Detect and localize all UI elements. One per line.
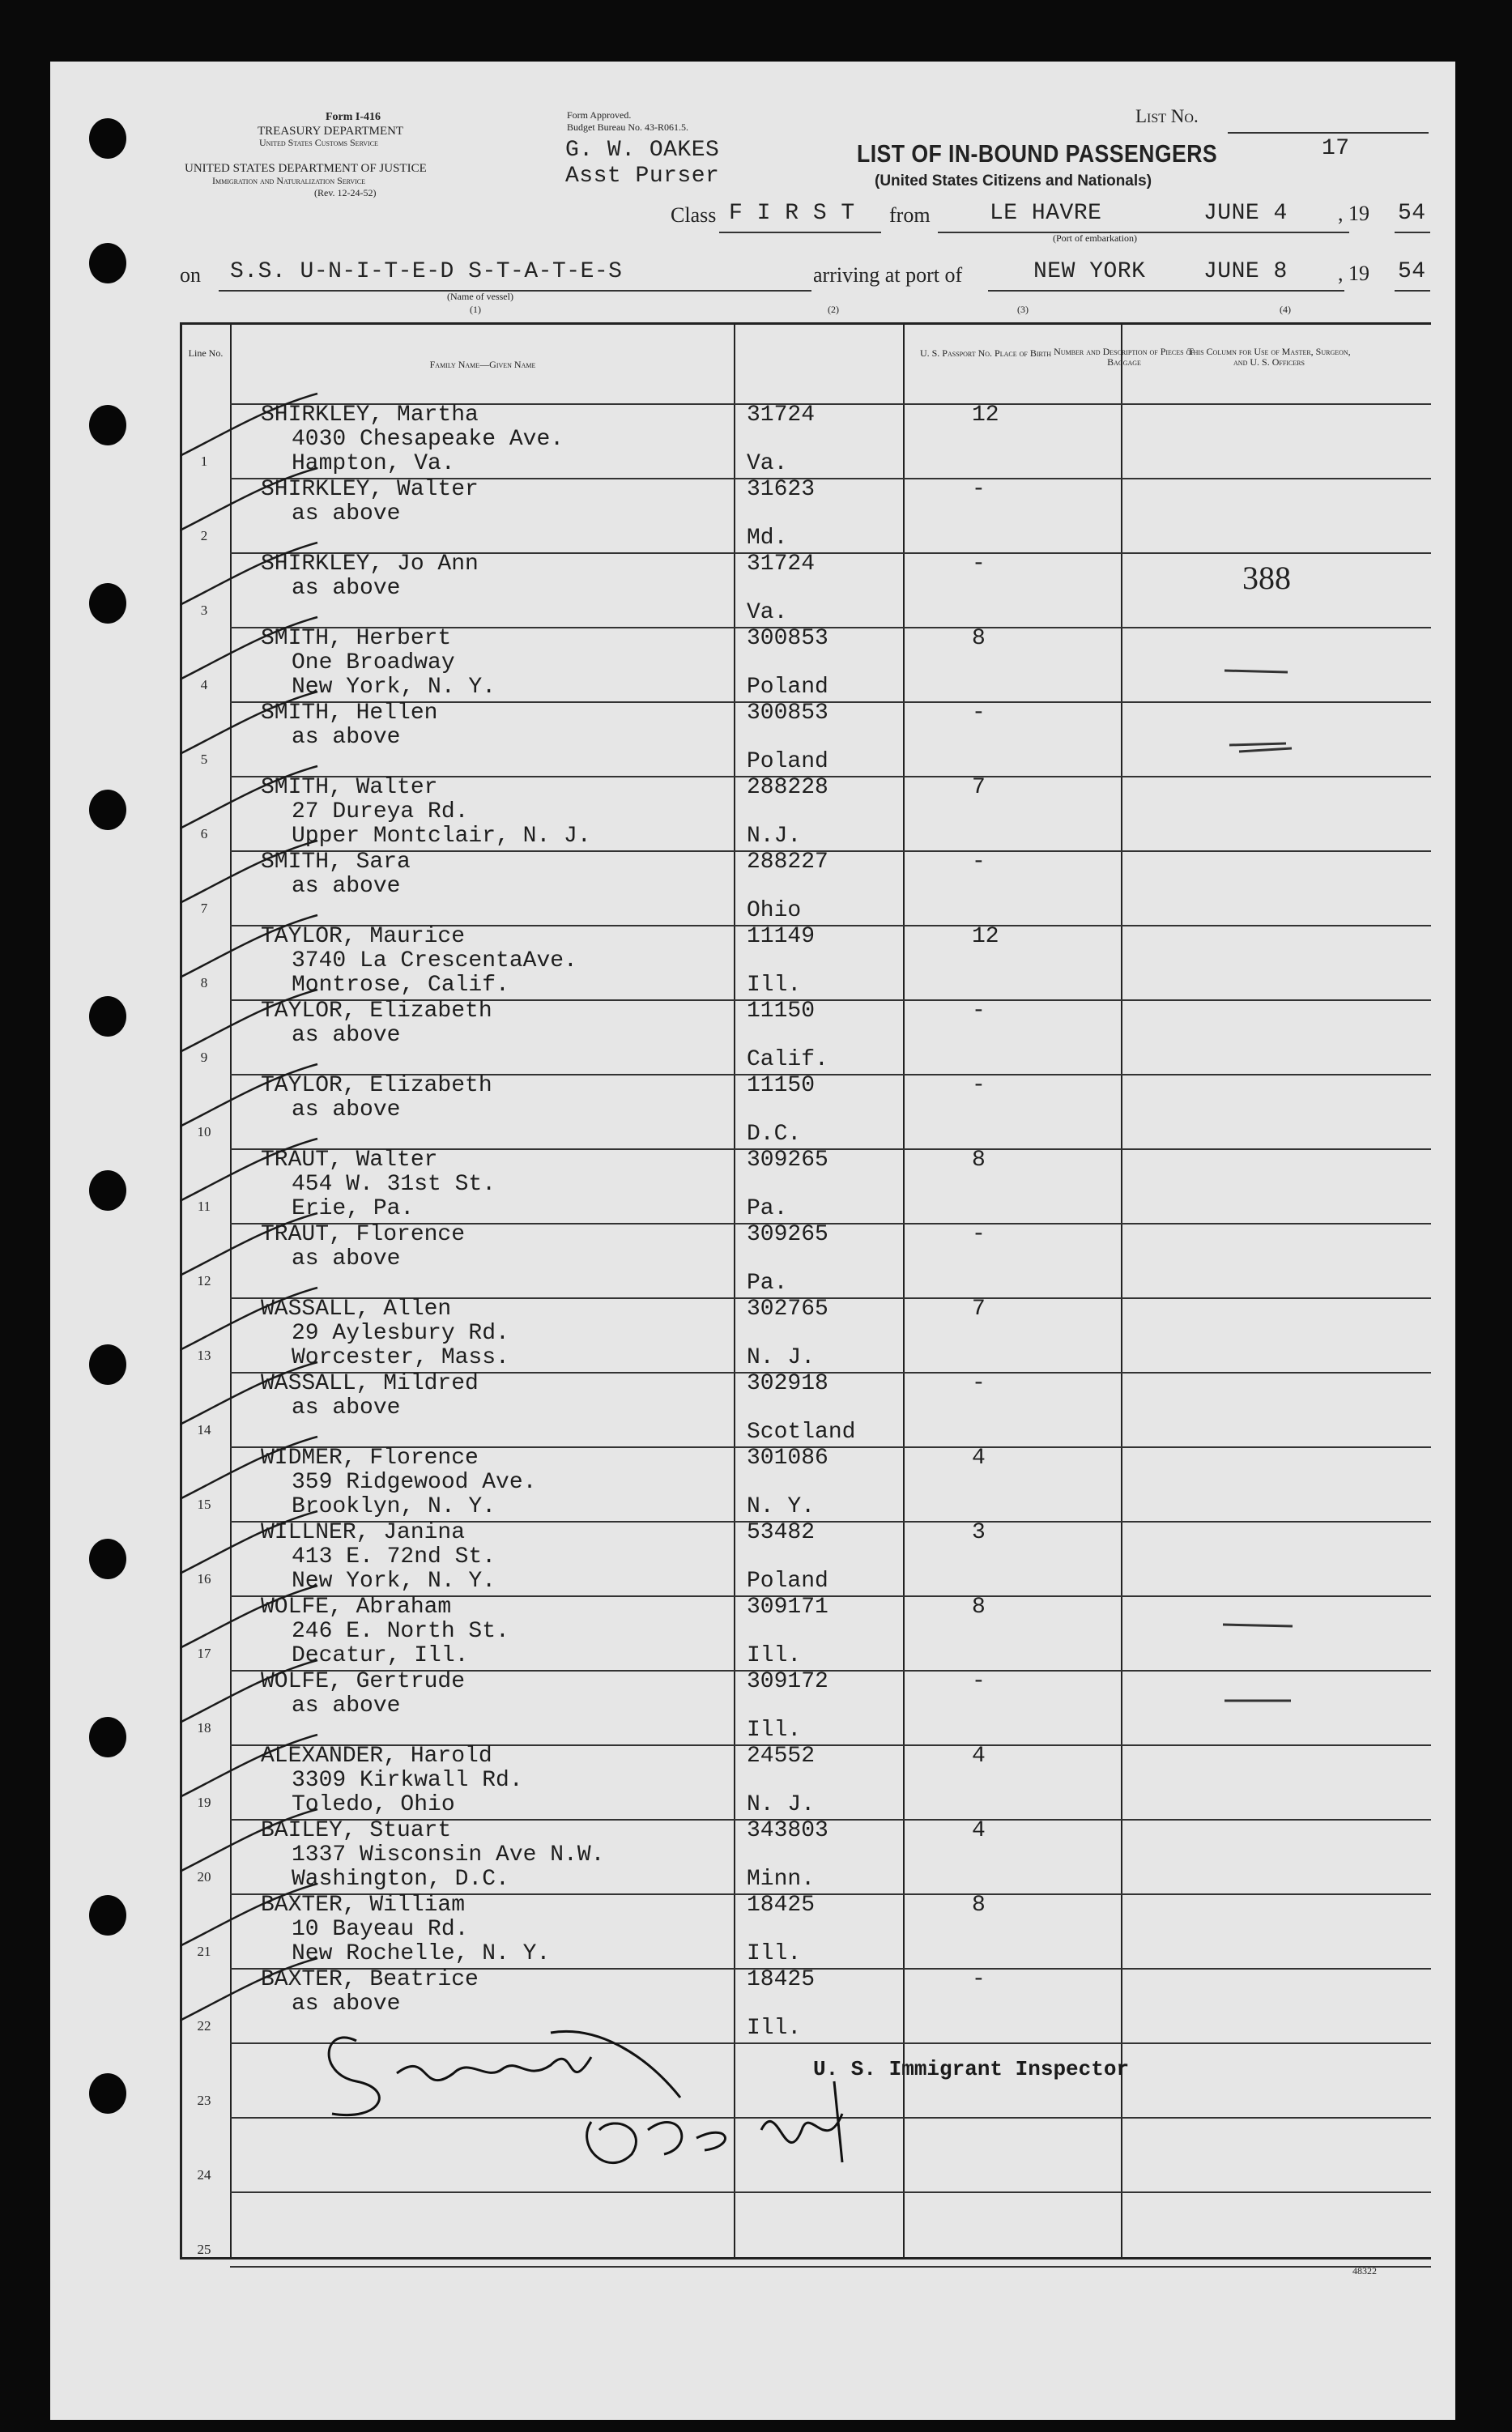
address-line-1: 246 E. North St. [292,1619,509,1644]
baggage-count: - [972,850,986,875]
passport-number: 300853 [747,701,828,726]
year2-prefix: , 19 [1338,262,1369,285]
page-title: LIST OF IN-BOUND PASSENGERS [857,139,1218,168]
baggage-count: 7 [972,775,986,800]
arrival-port: NEW YORK [1033,259,1146,284]
class-label: Class [671,203,717,227]
embark-port: LE HAVRE [990,201,1102,226]
col-header-name: Family Name—Given Name [429,359,536,370]
list-no-value: 17 [1322,136,1350,161]
place-of-birth: Ill. [747,1941,802,1966]
budget-bureau: Budget Bureau No. 43-R061.5. [567,121,688,133]
check-mark [180,1511,317,1587]
punch-hole [89,1895,126,1936]
arrival-line [988,290,1344,292]
year1-line [1395,232,1430,233]
address-line-2: Montrose, Calif. [292,973,509,998]
punch-hole [89,405,126,445]
address-line-1: 4030 Chesapeake Ave. [292,427,564,452]
place-of-birth: Ohio [747,898,802,923]
baggage-count: 12 [972,402,999,428]
line-number: 15 [197,1497,211,1512]
passport-number: 300853 [747,626,828,651]
baggage-count: 3 [972,1520,986,1545]
passport-number: 309265 [747,1222,828,1247]
address-line-2: New York, N. Y. [292,675,496,700]
passenger-name: WIDMER, Florence [261,1446,479,1471]
passenger-name: SHIRKLEY, Jo Ann [261,552,479,577]
baggage-count: 8 [972,1148,986,1173]
passenger-name: BAXTER, William [261,1893,466,1918]
address-line-1: as above [292,1693,401,1719]
baggage-count: 7 [972,1297,986,1322]
place-of-birth: Poland [747,1569,828,1594]
officers-col-num: (4) [1280,304,1291,315]
baggage-count: 4 [972,1818,986,1843]
passport-number: 53482 [747,1520,816,1545]
punch-hole [89,2073,126,2114]
embark-caption: (Port of embarkation) [1053,232,1137,244]
address-line-2: Upper Montclair, N. J. [292,824,591,849]
address-line-1: 3740 La CrescentaAve. [292,948,577,973]
address-line-1: 27 Dureya Rd. [292,799,469,824]
passenger-name: SMITH, Sara [261,850,411,875]
vessel-name: S.S. U-N-I-T-E-D S-T-A-T-E-S [230,259,623,284]
col-header-line: Line No. [188,347,224,359]
check-mark [180,394,317,470]
line-number: 17 [197,1646,211,1661]
punch-hole [89,996,126,1037]
address-line-2: Brooklyn, N. Y. [292,1494,496,1519]
place-of-birth: Poland [747,749,828,774]
check-mark [180,1586,317,1662]
col-header-baggage: Number and Description of Pieces of Baggage [1054,346,1195,368]
passport-number: 309172 [747,1669,828,1694]
col-header-passport: U. S. Passport No. Place of Birth [919,347,1052,359]
baggage-count: 8 [972,1893,986,1918]
place-of-birth: Ill. [747,1643,802,1668]
check-marks [180,322,1431,2260]
passenger-name: SMITH, Hellen [261,701,438,726]
address-line-1: 10 Bayeau Rd. [292,1917,469,1942]
address-line-1: One Broadway [292,650,455,675]
passenger-name: BAILEY, Stuart [261,1818,452,1843]
line-number: 21 [197,1944,211,1959]
punch-hole [89,1717,126,1757]
baggage-count: - [972,477,986,502]
place-of-birth: D.C. [747,1122,802,1147]
passport-number: 31724 [747,402,816,428]
place-of-birth: Scotland [747,1420,856,1445]
place-of-birth: Va. [747,600,788,625]
punch-hole [89,243,126,283]
place-of-birth: N. J. [747,1792,816,1817]
check-mark [180,1213,317,1289]
check-mark [180,1660,317,1736]
line-number: 10 [197,1124,211,1139]
baggage-count: 12 [972,924,999,949]
check-mark [180,1809,317,1885]
embark-year: 54 [1398,201,1426,226]
punch-hole [89,118,126,159]
check-mark [180,1288,317,1364]
passenger-table [180,322,1431,2260]
check-mark [180,617,317,693]
customs-service: United States Customs Service [259,137,378,148]
baggage-count: - [972,1967,986,1992]
officer-note: 388 [1242,560,1291,596]
address-line-2: Washington, D.C. [292,1867,509,1892]
line-number: 20 [197,1869,211,1885]
class-value: F I R S T [729,201,855,226]
address-line-1: 29 Aylesbury Rd. [292,1321,509,1346]
check-mark [180,990,317,1066]
passenger-name: TRAUT, Florence [261,1222,466,1247]
passenger-name: TAYLOR, Elizabeth [261,999,492,1024]
address-line-1: as above [292,1023,401,1048]
list-no-line [1228,132,1429,134]
line-number: 8 [200,975,208,990]
from-label: from [889,203,931,227]
baggage-count: 8 [972,1595,986,1620]
list-no-label: List No. [1135,106,1199,126]
inspector-stamp: U. S. Immigrant Inspector [813,2057,1130,2081]
passenger-name: SHIRKLEY, Walter [261,477,479,502]
arrival-date: JUNE 8 [1203,259,1288,284]
line-number: 2 [200,528,208,543]
punch-hole [89,1539,126,1579]
baggage-count: - [972,1371,986,1396]
line-number: 5 [200,752,208,767]
passport-number: 11150 [747,999,816,1024]
place-of-birth: Va. [747,451,788,476]
place-of-birth: N. J. [747,1345,816,1370]
year2-line [1395,290,1430,292]
line-number: 22 [197,2018,211,2034]
check-mark [180,1884,317,1960]
passport-number: 11150 [747,1073,816,1098]
passport-number: 11149 [747,924,816,949]
place-of-birth: Md. [747,526,788,551]
baggage-col-num: (3) [1017,304,1029,315]
passport-number: 288228 [747,775,828,800]
line-number: 19 [197,1795,211,1810]
passenger-name: SMITH, Walter [261,775,438,800]
baggage-count: - [972,701,986,726]
passport-number: 309265 [747,1148,828,1173]
line-number: 6 [200,826,208,841]
passenger-name: TAYLOR, Maurice [261,924,466,949]
check-mark [180,1958,317,2034]
officer-dashes-lower [1215,1612,1312,1725]
address-line-2: Worcester, Mass. [292,1345,509,1370]
ins-service: Immigration and Naturalization Service [212,175,366,186]
year1-prefix: , 19 [1338,202,1369,225]
officer-dashes [1215,648,1312,810]
address-line-2: New Rochelle, N. Y. [292,1941,551,1966]
punch-hole [89,1344,126,1385]
passport-number: 288227 [747,850,828,875]
line-number: 18 [197,1720,211,1736]
passenger-name: WOLFE, Gertrude [261,1669,466,1694]
embark-date: JUNE 4 [1203,201,1288,226]
check-mark [180,692,317,768]
punch-hole [89,1170,126,1211]
check-mark [180,1139,317,1215]
place-of-birth: Minn. [747,1867,816,1892]
passport-number: 343803 [747,1818,828,1843]
baggage-count: 4 [972,1446,986,1471]
check-mark [180,1362,317,1438]
passenger-name: TRAUT, Walter [261,1148,438,1173]
check-mark [180,841,317,917]
place-of-birth: Calif. [747,1047,828,1072]
address-line-2: Erie, Pa. [292,1196,415,1221]
justice-dept: UNITED STATES DEPARTMENT OF JUSTICE [185,162,427,175]
row-rule [230,2266,1431,2268]
passenger-name: WASSALL, Mildred [261,1371,479,1396]
passport-number: 18425 [747,1967,816,1992]
place-of-birth: N. Y. [747,1494,816,1519]
address-line-2: New York, N. Y. [292,1569,496,1594]
address-line-2: Hampton, Va. [292,451,455,476]
passenger-name: BAXTER, Beatrice [261,1967,479,1992]
check-mark [180,468,317,544]
class-line [719,232,881,233]
address-line-1: as above [292,1246,401,1271]
address-line-1: as above [292,1991,401,2017]
address-line-1: as above [292,1097,401,1122]
line-number: 23 [197,2093,211,2108]
passport-number: 309171 [747,1595,828,1620]
passport-number: 301086 [747,1446,828,1471]
address-line-1: as above [292,725,401,750]
line-number: 9 [200,1050,208,1065]
baggage-count: - [972,552,986,577]
passport-number: 31724 [747,552,816,577]
address-line-1: 3309 Kirkwall Rd. [292,1768,523,1793]
passenger-name: WILLNER, Janina [261,1520,466,1545]
passenger-name: ALEXANDER, Harold [261,1744,492,1769]
place-of-birth: Ill. [747,973,802,998]
line-number: 13 [197,1348,211,1363]
passport-number: 302918 [747,1371,828,1396]
check-mark [180,915,317,991]
address-line-1: 359 Ridgewood Ave. [292,1470,537,1495]
passport-col-num: (2) [828,304,839,315]
passenger-name: SMITH, Herbert [261,626,452,651]
passenger-name: TAYLOR, Elizabeth [261,1073,492,1098]
address-line-1: as above [292,576,401,601]
check-mark [180,1437,317,1513]
check-mark [180,766,317,842]
line-number: 11 [197,1199,211,1214]
arrival-year: 54 [1398,259,1426,284]
punch-hole [89,583,126,624]
baggage-count: - [972,1669,986,1694]
line-number: 1 [200,454,208,469]
line-number: 7 [200,901,208,916]
place-of-birth: Pa. [747,1196,788,1221]
passport-number: 31623 [747,477,816,502]
form-number: Form I-416 [326,111,381,123]
place-of-birth: Ill. [747,2016,802,2041]
vessel-col-num: (1) [470,304,481,315]
line-number: 24 [197,2167,211,2183]
form-approved: Form Approved. [567,109,632,121]
passenger-name: WASSALL, Allen [261,1297,452,1322]
from-line [938,232,1349,233]
line-number: 16 [197,1571,211,1587]
address-line-1: 454 W. 31st St. [292,1172,496,1197]
line-number: 25 [197,2242,211,2257]
vessel-caption: (Name of vessel) [447,291,513,302]
address-line-1: 413 E. 72nd St. [292,1544,496,1570]
place-of-birth: Poland [747,675,828,700]
footer-code: 48322 [1352,2265,1377,2277]
baggage-count: - [972,999,986,1024]
arriving-label: arriving at port of [813,263,963,287]
baggage-count: - [972,1073,986,1098]
revision-date: (Rev. 12-24-52) [314,187,377,198]
on-label: on [180,263,201,287]
line-number: 12 [197,1273,211,1288]
passenger-name: SHIRKLEY, Martha [261,402,479,428]
purser-name: G. W. OAKES [565,138,720,163]
place-of-birth: Pa. [747,1271,788,1296]
place-of-birth: Ill. [747,1718,802,1743]
baggage-count: 8 [972,626,986,651]
address-line-2: Toledo, Ohio [292,1792,455,1817]
address-line-1: as above [292,874,401,899]
baggage-count: 4 [972,1744,986,1769]
passport-number: 18425 [747,1893,816,1918]
treasury-dept: TREASURY DEPARTMENT [258,125,404,138]
passport-number: 24552 [747,1744,816,1769]
check-mark [180,1064,317,1140]
line-number: 4 [200,677,208,692]
baggage-count: - [972,1222,986,1247]
address-line-1: as above [292,501,401,526]
inspector-signature [308,2008,923,2195]
line-number: 3 [200,603,208,618]
check-mark [180,543,317,619]
address-line-1: as above [292,1395,401,1420]
col-header-officers: This Column for Use of Master, Surgeon, and U. S. Officers [1187,346,1351,368]
line-number: 14 [197,1422,211,1437]
address-line-2: Decatur, Ill. [292,1643,469,1668]
vessel-line [219,290,811,292]
passport-number: 302765 [747,1297,828,1322]
address-line-1: 1337 Wisconsin Ave N.W. [292,1842,605,1868]
purser-title: Asst Purser [565,164,720,189]
place-of-birth: N.J. [747,824,802,849]
passenger-name: WOLFE, Abraham [261,1595,452,1620]
page-subtitle: (United States Citizens and Nationals) [875,172,1152,190]
punch-hole [89,790,126,830]
check-mark [180,1735,317,1811]
